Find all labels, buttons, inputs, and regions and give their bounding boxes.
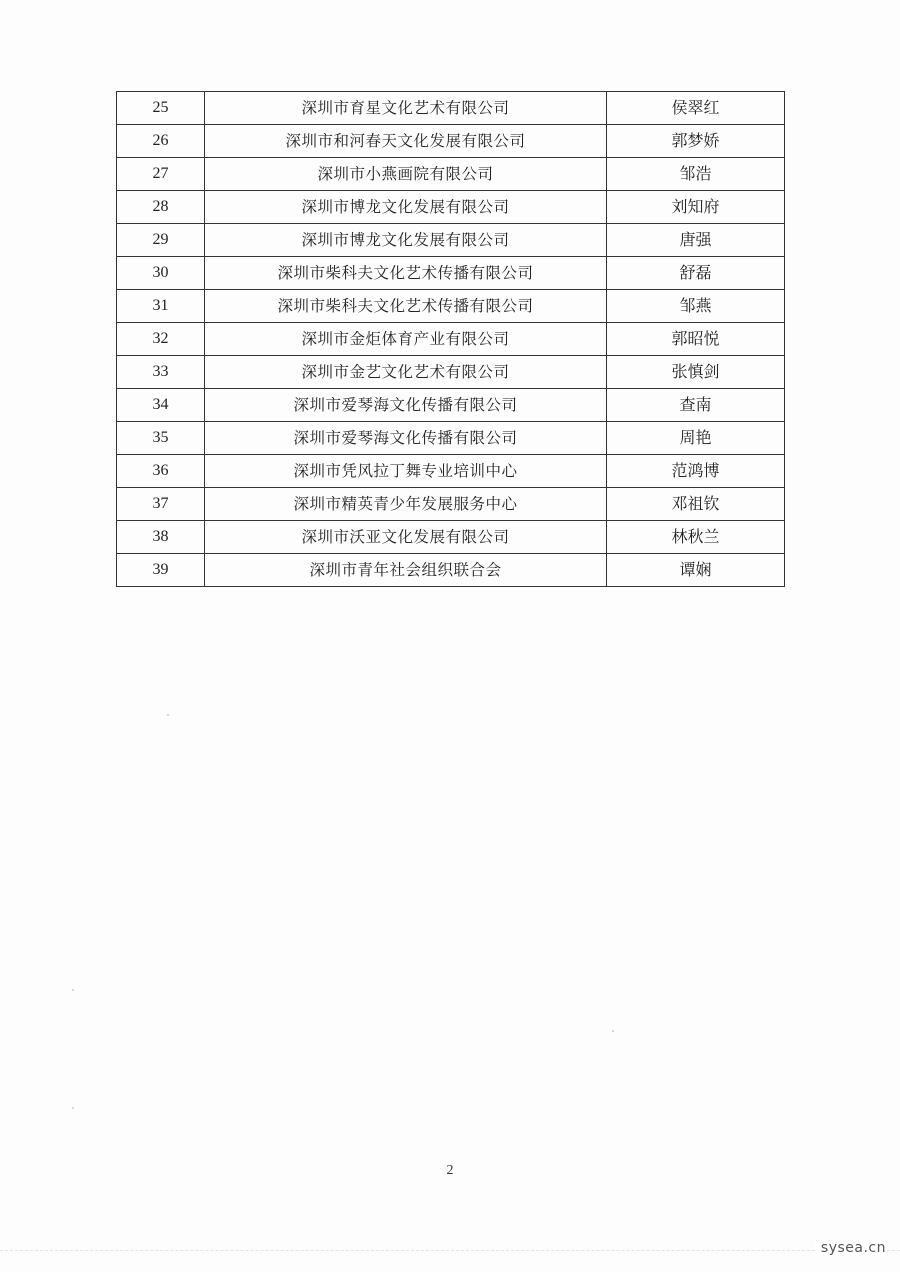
person-name-cell: 刘知府 bbox=[607, 191, 785, 224]
person-name-cell: 林秋兰 bbox=[607, 521, 785, 554]
organization-cell: 深圳市柴科夫文化艺术传播有限公司 bbox=[205, 257, 607, 290]
table-row bbox=[117, 92, 785, 125]
table-row bbox=[117, 125, 785, 158]
person-name-cell: 邓祖钦 bbox=[607, 488, 785, 521]
table-row bbox=[117, 224, 785, 257]
row-number-cell: 39 bbox=[117, 554, 205, 587]
table-row bbox=[117, 158, 785, 191]
organization-cell: 深圳市青年社会组织联合会 bbox=[205, 554, 607, 587]
row-number-cell: 26 bbox=[117, 125, 205, 158]
row-number-cell: 28 bbox=[117, 191, 205, 224]
row-number-cell: 35 bbox=[117, 422, 205, 455]
row-number-cell: 31 bbox=[117, 290, 205, 323]
person-name-cell: 郭昭悦 bbox=[607, 323, 785, 356]
roster-table-body bbox=[117, 92, 785, 587]
row-number-cell: 29 bbox=[117, 224, 205, 257]
table-row bbox=[117, 389, 785, 422]
organization-cell: 深圳市柴科夫文化艺术传播有限公司 bbox=[205, 290, 607, 323]
table-row bbox=[117, 257, 785, 290]
scan-speck bbox=[167, 714, 169, 716]
row-number-cell: 37 bbox=[117, 488, 205, 521]
site-watermark: sysea.cn bbox=[815, 1240, 886, 1256]
footer-divider bbox=[0, 1250, 900, 1251]
person-name-cell: 范鸿博 bbox=[607, 455, 785, 488]
table-row bbox=[117, 455, 785, 488]
row-number-cell: 34 bbox=[117, 389, 205, 422]
person-name-cell: 郭梦娇 bbox=[607, 125, 785, 158]
person-name-cell: 侯翠红 bbox=[607, 92, 785, 125]
organization-cell: 深圳市精英青少年发展服务中心 bbox=[205, 488, 607, 521]
organization-cell: 深圳市博龙文化发展有限公司 bbox=[205, 191, 607, 224]
table-row bbox=[117, 290, 785, 323]
organization-cell: 深圳市和河春天文化发展有限公司 bbox=[205, 125, 607, 158]
organization-cell: 深圳市金炬体育产业有限公司 bbox=[205, 323, 607, 356]
table-row bbox=[117, 554, 785, 587]
person-name-cell: 周艳 bbox=[607, 422, 785, 455]
organization-cell: 深圳市凭风拉丁舞专业培训中心 bbox=[205, 455, 607, 488]
scan-speck bbox=[612, 1030, 614, 1032]
table-row bbox=[117, 356, 785, 389]
row-number-cell: 30 bbox=[117, 257, 205, 290]
table-row bbox=[117, 422, 785, 455]
organization-cell: 深圳市沃亚文化发展有限公司 bbox=[205, 521, 607, 554]
row-number-cell: 27 bbox=[117, 158, 205, 191]
person-name-cell: 唐强 bbox=[607, 224, 785, 257]
person-name-cell: 邹燕 bbox=[607, 290, 785, 323]
person-name-cell: 张慎剑 bbox=[607, 356, 785, 389]
organization-cell: 深圳市金艺文化艺术有限公司 bbox=[205, 356, 607, 389]
row-number-cell: 25 bbox=[117, 92, 205, 125]
roster-table bbox=[116, 91, 785, 587]
person-name-cell: 邹浩 bbox=[607, 158, 785, 191]
scan-speck bbox=[72, 989, 74, 991]
organization-cell: 深圳市爱琴海文化传播有限公司 bbox=[205, 389, 607, 422]
table-row bbox=[117, 191, 785, 224]
row-number-cell: 38 bbox=[117, 521, 205, 554]
scan-speck bbox=[72, 1107, 74, 1109]
table-row bbox=[117, 488, 785, 521]
organization-cell: 深圳市育星文化艺术有限公司 bbox=[205, 92, 607, 125]
person-name-cell: 舒磊 bbox=[607, 257, 785, 290]
row-number-cell: 36 bbox=[117, 455, 205, 488]
person-name-cell: 查南 bbox=[607, 389, 785, 422]
page-number: 2 bbox=[446, 1163, 454, 1178]
organization-cell: 深圳市爱琴海文化传播有限公司 bbox=[205, 422, 607, 455]
organization-cell: 深圳市博龙文化发展有限公司 bbox=[205, 224, 607, 257]
person-name-cell: 谭娴 bbox=[607, 554, 785, 587]
organization-cell: 深圳市小燕画院有限公司 bbox=[205, 158, 607, 191]
table-row bbox=[117, 323, 785, 356]
row-number-cell: 32 bbox=[117, 323, 205, 356]
table-row bbox=[117, 521, 785, 554]
row-number-cell: 33 bbox=[117, 356, 205, 389]
